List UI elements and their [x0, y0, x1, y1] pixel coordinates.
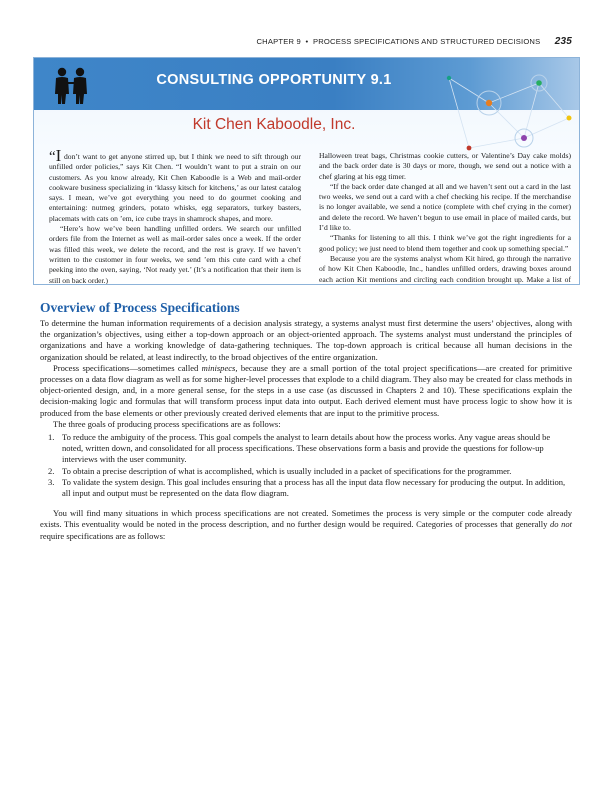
case-paragraph: “Here’s how we’ve been handling unfilled orders. We search our unfilled orders file from the Internet as well as mail-order sales once a week. If the order was filled this week, we delete the record, and the rest is gravy. If we haven’t written to the customer in four weeks, we send ’em this cute card with a chef peeking into the oven, saying, ‘Not ready yet.’ (It’s a notification that their item is still on back order.)	[49, 224, 301, 285]
do-not-term: do not	[549, 519, 573, 530]
body-paragraph: You will find many situations in which process specifications are not created. Sometimes the process is very simple or the computer code already exists. This eventuality would be noted in the process description, and no further design would be required. Categories of processes that generally do not require specifications are as follows:	[40, 508, 573, 541]
case-right-column	[319, 151, 571, 285]
list-item: 2. To obtain a precise description of what is accomplished, which is usually included in a packet of specifications for the programmer.	[48, 465, 512, 476]
box-banner-title: CONSULTING OPPORTUNITY 9.1	[156, 72, 392, 88]
case-paragraph: Halloween treat bags, Christmas cookie cutters, or Valentine’s Day cake molds) and the back order date is 30 days or more, though, we send out a notice with a chef glaring at his egg timer.	[319, 151, 571, 181]
case-paragraph: “If the back order date changed at all and we haven’t sent out a card in the last two weeks, we send out a card with a chef checking his recipe. If the merchandise is no longer available, we send a notice (complete with chef crying in the corner) and delete the record. We haven’t begun to use email in place of mailed cards, but I’d like to.	[319, 181, 571, 233]
running-head: CHAPTER 9 • PROCESS SPECIFICATIONS AND STRUCTURED DECISIONS 235	[256, 36, 572, 47]
case-paragraph: “Thanks for listening to all this. I think we’ve got the right ingredients for a good policy; we just need to blend them together and cook up something special.”	[319, 233, 571, 253]
section-body	[40, 318, 572, 542]
body-paragraph: To determine the human information requirements of a decision analysis strategy, a systems analyst must first determine the users’ objectives, along with the organization’s objectives, using either a top-down approach or an object-oriented approach. The systems analyst must understand the principles of organizations and have a working knowledge of data-gathering techniques. The top-down approach is critical because all human decisions in the organization should be related, at least indirectly, to the broad objectives of the entire organization.	[40, 318, 572, 362]
chapter-label: CHAPTER 9	[256, 37, 301, 46]
minispecs-term: minispecs,	[201, 362, 238, 373]
page-number: 235	[554, 36, 572, 47]
consulting-opportunity-box	[33, 57, 580, 285]
body-paragraph: Process specifications—sometimes called minispecs, because they are a small portion of the total project specifications—are created for primitive processes on a data flow diagram as well as for some higher-level processes that explode to a child diagram. They also may be created for class methods in object-oriented design, and, in a more general sense, for the steps in a use case (as discussed in Chapters 2 and 10). These specifications explain the decision-making logic and formulas that will transform process input data into output. Each derived element must have process logic to show how it is produced from the base elements or other previously created derived elements that are input to the primitive process.	[40, 362, 572, 418]
case-left-column	[49, 146, 301, 285]
section-heading: Overview of Process Specifications	[40, 300, 240, 315]
open-quote: “	[49, 149, 56, 165]
drop-cap: I	[55, 146, 62, 165]
box-subtitle: Kit Chen Kaboodle, Inc.	[192, 116, 356, 133]
list-item: 3. To validate the system design. This goal includes ensuring that a process has all the input data flow necessary for producing the output. In addition, all input and output must be represented on the data flow diagram.	[48, 476, 566, 499]
case-paragraph: “I don’t want to get anyone stirred up, but I think we need to sift through our unfilled order policies,” says Kit Chen. “I wouldn’t want to put a strain on our customers. As you know already, Kit Chen Kaboodle is a Web and mail-order cookware business specializing in ‘klassy kitsch for kitchens,’ as our latest catalog says. I mean, we’ve got everything you need to do gourmet cooking and entertaining: nutmeg grinders, potato whisks, egg separators, turkey basters, placemats with cats on ’em, ice cube trays in shamrock shapes, and more.	[49, 146, 301, 223]
case-paragraph: Because you are the systems analyst whom Kit hired, go through the narrative of how Kit Chen Kaboodle, Inc., handles unfilled orders, drawing boxes around each action Kit mentions and circling each condition brought up. Make a list of	[319, 253, 571, 284]
body-paragraph: The three goals of producing process specifications are as follows:	[53, 418, 281, 429]
chapter-title: PROCESS SPECIFICATIONS AND STRUCTURED DECISIONS	[312, 37, 541, 46]
case-text	[49, 146, 571, 285]
goals-list	[40, 432, 572, 499]
list-item: 1. To reduce the ambiguity of the process. This goal compels the analyst to learn details about how the process works. Any vague areas should be noted, written down, and consolidated for all process specifications. These observations form a basis and provide the questions for follow-up interviews with the user community.	[48, 432, 551, 465]
